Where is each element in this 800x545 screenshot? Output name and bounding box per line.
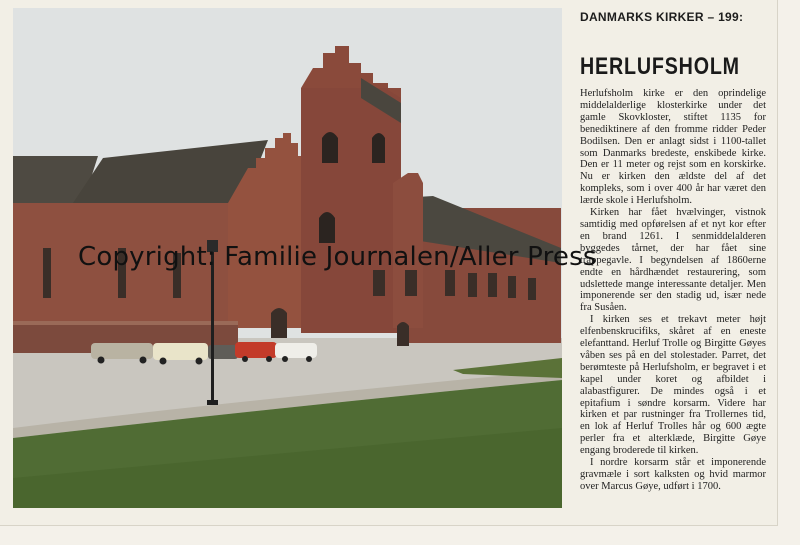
paragraph: I nordre korsarm står et imponerende gravmæle i sort kalksten og hvid marmor over Marcus Gøye, udført i 1700. [580,457,766,492]
article-body [580,88,766,493]
paragraph: Kirken har fået hvælvinger, vistnok samtidig med opførelsen af et nyt kor efter en brand 1261. I senmiddelalderen byggedes tårnet, der har fået sine trappegavle. I begyndelsen af 1860erne endte en hårdhændet restaurering, som udslettede mange interessante detaljer. Men imponerende ser den stadig ud, især nede fra Susåen. [580,207,766,314]
section-header: DANMARKS KIRKER – 199: [580,10,744,24]
paragraph: I kirken ses et trekavt meter højt elfenbenskrucifiks, skåret af en eneste elefanttand. Herluf Trolle og Birgitte Gøyes våben ses på en del stolestader. Parret, det berømteste på Herlufsholm, er begravet i et kapel under koret og afbildet i alabastfigurer. De mindes også i et epitafium i søndre korsarm. Videre har kirken et par rustninger fra Trollernes tid, en lok af Herluf Trolles hår og 600 ægte perler fra et alterklæde, Birgitte Gøye engang broderede til kirken. [580,314,766,457]
paragraph: Herlufsholm kirke er den oprindelige middelalderlige klosterkirke under det gamle Skovkloster, stiftet 1135 for benediktinere af den fromme ridder Peder Bodilsen. Den er anlagt sidst i 1100-tallet som Danmarks bredeste, enskibede kirke. Den er 11 meter og rejst som en korskirke. Nu er kirken den ældste del af det kompleks, som i over 400 år har været den lærde skole i Herlufsholm. [580,88,766,207]
article-title: HERLUFSHOLM [580,53,740,80]
copyright-watermark: Copyright: Familie Journalen/Aller Press [78,242,597,272]
